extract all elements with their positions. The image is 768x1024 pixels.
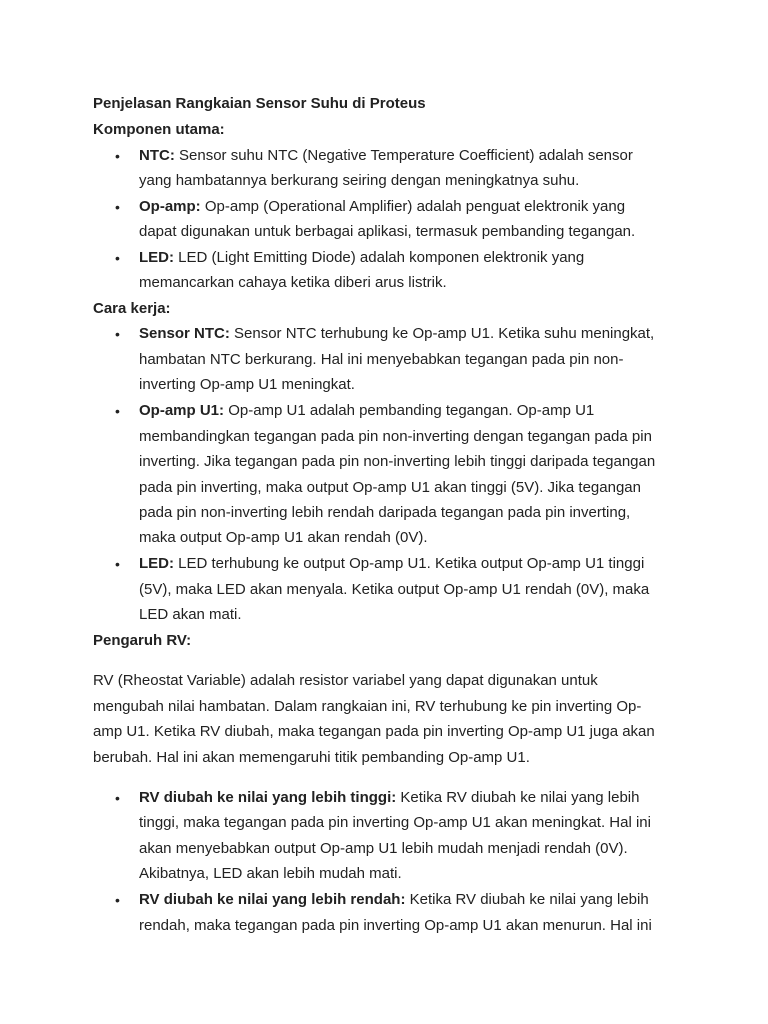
list-item-text: (5V), maka LED akan menyala. Ketika output Op-amp U1 rendah (0V), maka [139,581,650,598]
list-item-term: Sensor NTC: [139,325,230,342]
bullet-marker: • [115,892,120,908]
list-item-text: hambatan NTC berkurang. Hal ini menyebabkan tegangan pada pin non- [139,351,624,368]
list-item-text: Op-amp (Operational Amplifier) adalah penguat elektronik yang [204,198,626,215]
list-item-term: Op-amp U1: [139,402,225,419]
list-item-text: memancarkan cahaya ketika diberi arus listrik. [139,274,447,291]
bullet-marker: • [115,326,120,342]
paragraph-line: mengubah nilai hambatan. Dalam rangkaian ini, RV terhubung ke pin inverting Op- [93,698,642,715]
list-item-text: rendah, maka tegangan pada pin inverting Op-amp U1 akan menurun. Hal ini [139,917,652,934]
paragraph-line: RV (Rheostat Variable) adalah resistor variabel yang dapat digunakan untuk [93,672,598,689]
list-item-term: RV diubah ke nilai yang lebih tinggi: [139,789,397,806]
list-item-text: Ketika RV diubah ke nilai yang lebih [409,891,649,908]
list-item-text: membandingkan tegangan pada pin non-inverting dengan tegangan pada pin [139,428,652,445]
list-item-text: Akibatnya, LED akan lebih mudah mati. [139,865,402,882]
list-item-opamp-u1 [139,401,594,421]
list-item-text: Sensor suhu NTC (Negative Temperature Coefficient) adalah sensor [179,147,633,164]
list-item-term: NTC: [139,147,175,164]
list-item-term: RV diubah ke nilai yang lebih rendah: [139,891,406,908]
list-item-term: LED: [139,249,174,266]
list-item-text: LED terhubung ke output Op-amp U1. Ketika output Op-amp U1 tinggi [178,555,645,572]
section-heading-cara-kerja: Cara kerja: [93,300,171,317]
list-item-text: akan menyebabkan output Op-amp U1 lebih mudah menjadi rendah (0V). [139,840,628,857]
list-item-rv-higher [139,788,639,808]
list-item-text: inverting. Jika tegangan pada pin non-inverting lebih tinggi daripada tegangan [139,453,656,470]
document-title: Penjelasan Rangkaian Sensor Suhu di Proteus [93,95,426,112]
bullet-marker: • [115,790,120,806]
bullet-marker: • [115,148,120,164]
paragraph-line: berubah. Hal ini akan memengaruhi titik pembanding Op-amp U1. [93,749,530,766]
section-heading-komponen: Komponen utama: [93,121,225,138]
list-item-text: Sensor NTC terhubung ke Op-amp U1. Ketika suhu meningkat, [234,325,655,342]
list-item-term: LED: [139,555,174,572]
bullet-marker: • [115,250,120,266]
list-item-text: maka output Op-amp U1 akan rendah (0V). [139,529,428,546]
list-item-sensor-ntc [139,324,654,344]
list-item-led [139,248,584,268]
list-item-opamp [139,197,625,217]
list-item-text: pada pin non-inverting lebih rendah daripada tegangan pada pin inverting, [139,504,631,521]
bullet-marker: • [115,199,120,215]
list-item-ntc [139,146,633,166]
list-item-text: LED akan mati. [139,606,242,623]
section-heading-pengaruh-rv: Pengaruh RV: [93,632,192,649]
bullet-marker: • [115,403,120,419]
list-item-text: Op-amp U1 adalah pembanding tegangan. Op-amp U1 [228,402,595,419]
list-item-text: inverting Op-amp U1 meningkat. [139,376,355,393]
list-item-led-cara [139,554,644,574]
list-item-rv-lower [139,890,649,910]
list-item-text: Ketika RV diubah ke nilai yang lebih [400,789,640,806]
list-item-text: tinggi, maka tegangan pada pin inverting Op-amp U1 akan meningkat. Hal ini [139,814,651,831]
list-item-text: yang hambatannya berkurang seiring dengan meningkatnya suhu. [139,172,580,189]
bullet-marker: • [115,556,120,572]
list-item-text: pada pin inverting, maka output Op-amp U1 akan tinggi (5V). Jika tegangan [139,479,641,496]
list-item-text: LED (Light Emitting Diode) adalah komponen elektronik yang [178,249,585,266]
list-item-text: dapat digunakan untuk berbagai aplikasi, termasuk pembanding tegangan. [139,223,636,240]
paragraph-line: amp U1. Ketika RV diubah, maka tegangan pada pin inverting Op-amp U1 juga akan [93,723,655,740]
list-item-term: Op-amp: [139,198,201,215]
